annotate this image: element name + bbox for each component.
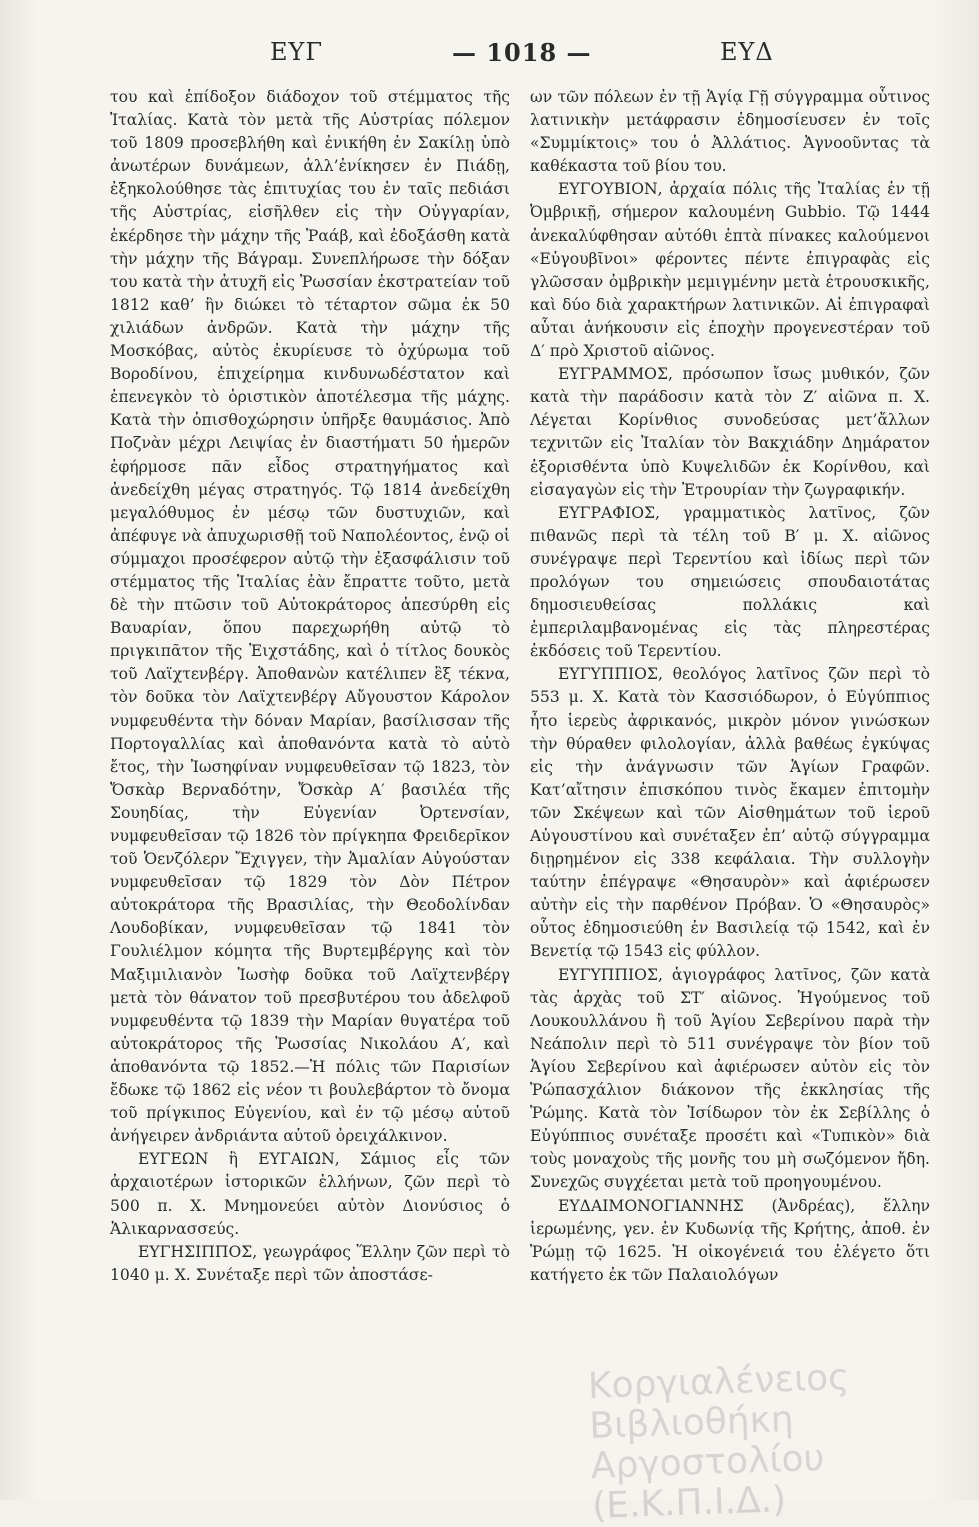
entry-eugeon: ΕΥΓΕΩΝ ἢ ΕΥΓΑΙΩΝ, Σάμιος εἷς τῶν ἀρχαιοτέρων ἱστορικῶν ἑλλήνων, ζῶν περὶ τὸ 500 π. Χ. Μνημονεύει αὐτὸν Διονύσιος ὁ Ἁλικαρνασσεύς. <box>110 1150 510 1238</box>
entry-eugrammos: ΕΥΓΡΑΜΜΟΣ, πρόσωπον ἴσως μυθικόν, ζῶν κατὰ τὴν παράδοσιν κατὰ τὸν Ζ′ αἰῶνα π. Χ. Λέγεται Κορίνθιος συνοδεύσας μετ’ἄλλων τεχνιτῶν εἰς Ἰταλίαν τὸν Βακχιάδην Δημάρατον ἐξορισθέντα ὑπὸ Κυψελιδῶν ἐκ Κορίνθου, καὶ εἰσαγαγὼν εἰς τὴν Ἐτρουρίαν τὴν ζωγραφικήν. <box>530 365 930 499</box>
right-column <box>530 86 930 1287</box>
entry-eugoubion: ΕΥΓΟΥΒΙΟΝ, ἀρχαία πόλις τῆς Ἰταλίας ἐν τῇ Ὀμβρικῇ, σήμερον καλουμένη Gubbio. Τῷ 1444 ἀνεκαλύφθησαν αὐτόθι ἑπτὰ πίνακες καλούμενοι «Εὐγουβῖνοι» φέροντες πέντε ἐπιγραφὰς εἰς γλῶσσαν ὀμβρικὴν μεμιγμένην μετὰ ἐτρουσκικῆς, καὶ δύο διὰ χαρακτήρων λατινικῶν. Αἱ ἐπιγραφαὶ αὗται ἀνήκουσιν εἰς ἐποχὴν προγενεστέραν τοῦ Δ′ πρὸ Χριστοῦ αἰῶνος. <box>530 180 930 361</box>
entry-continuation: του καὶ ἐπίδοξον διάδοχον τοῦ στέμματος τῆς Ἰταλίας. Κατὰ τὸν μετὰ τῆς Αὐστρίας πόλεμον τοῦ 1809 προσεβλήθη καὶ ἐνικήθη ἐν Σακίλῃ ὑπὸ ἀνωτέρων δυνάμεων, ἀλλ’ἐνίκησεν ἐν Πιάδῃ, ἐξηκολούθησε τὰς ἐπιτυχίας του ἐν ταῖς πεδιάσι τῆς Αὐστρίας, εἰσῆλθεν εἰς τὴν Οὐγγαρίαν, ἐκέρδησε τὴν μάχην τῆς Ῥαάβ, καὶ ἐδοξάσθη κατὰ τὴν μάχην τῆς Βάγραμ. Συνεπλήρωσε τὴν δόξαν του κατὰ τὴν ἀτυχῆ εἰς Ῥωσσίαν ἐκστρατείαν τοῦ 1812 καθ’ ἣν διώκει τὸ τέταρτον σῶμα ἐκ 50 χιλιάδων ἀνδρῶν. Κατὰ τὴν μάχην τῆς Μοσκόβας, αὐτὸς ἐκυρίευσε τὸ ὀχύρωμα τοῦ Βοροδίνου, ἐπιχείρημα κινδυνωδέστατον καὶ ἐπενεγκὸν τὸ ὁριστικὸν ἀποτέλεσμα τῆς μάχης. Κατὰ τὴν ὀπισθοχώρησιν ὑπῆρξε θαυμάσιος. Ἀπὸ Ποζνὰν μέχρι Λειψίας ἐν διαστήματι 50 ἡμερῶν ἐφήρμοσε πᾶν εἶδος στρατηγήματος καὶ ἀνεδείχθη μέγας στρατηγός. Τῷ 1814 ἀνεδείχθη μεγαλόθυμος ἐν μέσῳ τῶν δυστυχιῶν, καὶ ἀπέφυγε νὰ ἀπυχωρισθῇ τοῦ Ναπολέοντος, ἐνῷ οἱ σύμμαχοι προσέφερον αὐτῷ τὴν ἐξασφάλισιν τοῦ στέμματος τῆς Ἰταλίας ἐὰν ἔπραττε τοῦτο, μετὰ δὲ τὴν πτῶσιν τοῦ Αὐτοκράτορος ἀπεσύρθη εἰς Βαυαρίαν, ὅπου παρεχωρήθη αὐτῷ τὸ πριγκιπᾶτον τῆς Ἐιχστάδης, καὶ ὁ τίτλος δουκὸς τοῦ Λαϊχτενβέργ. Ἀποθανὼν κατέλιπεν ἓξ τέκνα, τὸν δοῦκα τὸν Λαϊχτενβέργ Αὔγουστον Κάρολον νυμφευθέντα τὴν δόναν Μαρίαν, βασίλισσαν τῆς Πορτογαλλίας καὶ ἀποθανόντα κατὰ τὸ αὐτὸ ἔτος, τὴν Ἰωσηφίναν νυμφευθεῖσαν τῷ 1823, τὸν Ὄσκὰρ Βερναδότην, Ὄσκὰρ Α′ βασιλέα τῆς Σουηδίας, τὴν Εὐγενίαν Ὀρτενσίαν, νυμφευθεῖσαν τῷ 1826 τὸν πρίγκηπα Φρειδερῖκον τοῦ Ὁενζόλερν Ἔχιγγεν, τὴν Ἀμαλίαν Αὐγούσταν νυμφευθεῖσαν τῷ 1829 τὸν Δὸν Πέτρον αὐτοκράτορα τῆς Βρασιλίας, τὴν Θεοδολίνδαν Λουδοβίκαν, νυμφευθεῖσαν τῷ 1841 τὸν Γουλιέλμον κόμητα τῆς Βυρτεμβέργης καὶ τὸν Μαξιμιλιανὸν Ἰωσὴφ δοῦκα τοῦ Λαϊχτενβέργ μετὰ τὸν θάνατον τοῦ πρεσβυτέρου του ἀδελφοῦ νυμφευθέντα τῷ 1839 τὴν Μαρίαν θυγατέρα τοῦ αὐτοκράτορος τῆς Ῥωσσίας Νικολάου Α′, καὶ ἀποθανόντα τῷ 1852.—Ἡ πόλις τῶν Παρισίων ἔδωκε τῷ 1862 εἰς νέον τι βουλεβάρτον τὸ ὄνομα τοῦ πρίγκιπος Εὐγενίου, καὶ ἐν τῷ μέσῳ αὐτοῦ ἀνήγειρεν ἀνδριάντα αὐτοῦ ὀρειχάλκινον. <box>110 88 510 1146</box>
entry-eugyppios-1: ΕΥΓΥΠΠΙΟΣ, θεολόγος λατῖνος ζῶν περὶ τὸ 553 μ. Χ. Κατὰ τὸν Κασσιόδωρον, ὁ Εὐγύππιος ἦτο ἱερεὺς ἀφρικανός, μικρὸν μόνον γινώσκων τὴν θύραθεν φιλολογίαν, ἀλλὰ βαθέως ἐγκύψας εἰς τὴν ἀνάγνωσιν τῶν Ἁγίων Γραφῶν. Κατ’αἴτησιν ἐπισκόπου τινὸς ἔκαμεν ἐπιτομὴν τῶν Σκέψεων καὶ τῶν Αἰσθημάτων τοῦ ἱεροῦ Αὐγουστίνου καὶ συνέταξεν ἐπ’ αὐτῷ σύγγραμμα διῃρημένον εἰς 338 κεφάλαια. Τὴν συλλογὴν ταύτην ἐπέγραψε «Θησαυρὸν» καὶ ἀφιέρωσεν αὐτὴν εἰς τὴν παρθένον Πρόβαν. Ὁ «Θησαυρὸς» οὗτος ἐδημοσιεύθη ἐν Βασιλείᾳ τῷ 1542, καὶ ἐν Βενετίᾳ τῷ 1543 εἰς φύλλον. <box>530 665 930 961</box>
entry-eugesippos: ΕΥΓΗΣΙΠΠΟΣ, γεωγράφος Ἕλλην ζῶν περὶ τὸ 1040 μ. Χ. Συνέταξε περὶ τῶν ἀποστάσε- <box>110 1242 510 1284</box>
entry-eugyppios-2: ΕΥΓΥΠΠΙΟΣ, ἁγιογράφος λατῖνος, ζῶν κατὰ τὰς ἀρχὰς τοῦ ΣΤ′ αἰῶνος. Ἡγούμενος τοῦ Λουκουλλάνου ἢ τοῦ Ἁγίου Σεβερίνου παρὰ τὴν Νεάπολιν περὶ τὸ 511 συνέγραψε τὸν βίον τοῦ Ἁγίου Σεβερίνου καὶ ἀφιέρωσεν αὐτὸν εἰς τὸν Ῥώπασχάλιον διάκονον τῆς ἐκκλησίας τῆς Ῥώμης. Κατὰ τὸν Ἰσίδωρον τὸν ἐκ Σεβίλλης ὁ Εὐγύππιος συνέταξε προσέτι καὶ «Τυπικὸν» διὰ τοὺς μοναχοὺς τῆς μονῆς του μὴ σωζόμενον ἤδη. Συνεχῶς συγχέεται μετὰ τοῦ προηγουμένου. <box>530 965 930 1192</box>
left-column <box>110 86 510 1287</box>
page-header <box>100 38 900 78</box>
page-number: — 1018 — <box>452 38 592 67</box>
entry-continuation-right: ων τῶν πόλεων ἐν τῇ Ἁγίᾳ Γῇ σύγγραμμα οὗτινος λατινικὴν μετάφρασιν ἐδημοσίευσεν ἐν τοῖς «Συμμίκτοις» του ὁ Ἀλλάτιος. Ἀγνοοῦντας τὰ καθέκαστα τοῦ βίου του. <box>530 88 930 176</box>
entry-eudaimonogiannis: ΕΥΔΑΙΜΟΝΟΓΙΑΝΝΗΣ (Ἀνδρέας), ἕλλην ἱερωμένης, γεν. ἐν Κυδωνίᾳ τῆς Κρήτης, ἀποθ. ἐν Ῥώμῃ τῷ 1625. Ἡ οἰκογένειά του ἐλέγετο ὅτι κατήγετο ἐκ τῶν Παλαιολόγων <box>530 1196 930 1284</box>
library-watermark: Κοργιαλένειος Βιβλιοθήκη Αργοστολίου (Ε.Κ.Π.Ι.Δ.) <box>587 1356 850 1527</box>
entry-eugraphios: ΕΥΓΡΑΦΙΟΣ, γραμματικὸς λατῖνος, ζῶν πιθανῶς περὶ τὰ τέλη τοῦ Β′ μ. Χ. αἰῶνος συνέγραψε περὶ Τερεντίου καὶ ἰδίως περὶ τῶν προλόγων του σημειώσεις σπουδαιοτάτας δημοσιευθείσας πολλάκις καὶ ἐμπεριλαμβανομένας εἰς τὰς πληρεστέρας ἐκδόσεις τοῦ Τερεντίου. <box>530 503 930 661</box>
header-left-keyword: ΕΥΓ <box>270 38 324 66</box>
header-right-keyword: ΕΥΔ <box>720 38 774 66</box>
